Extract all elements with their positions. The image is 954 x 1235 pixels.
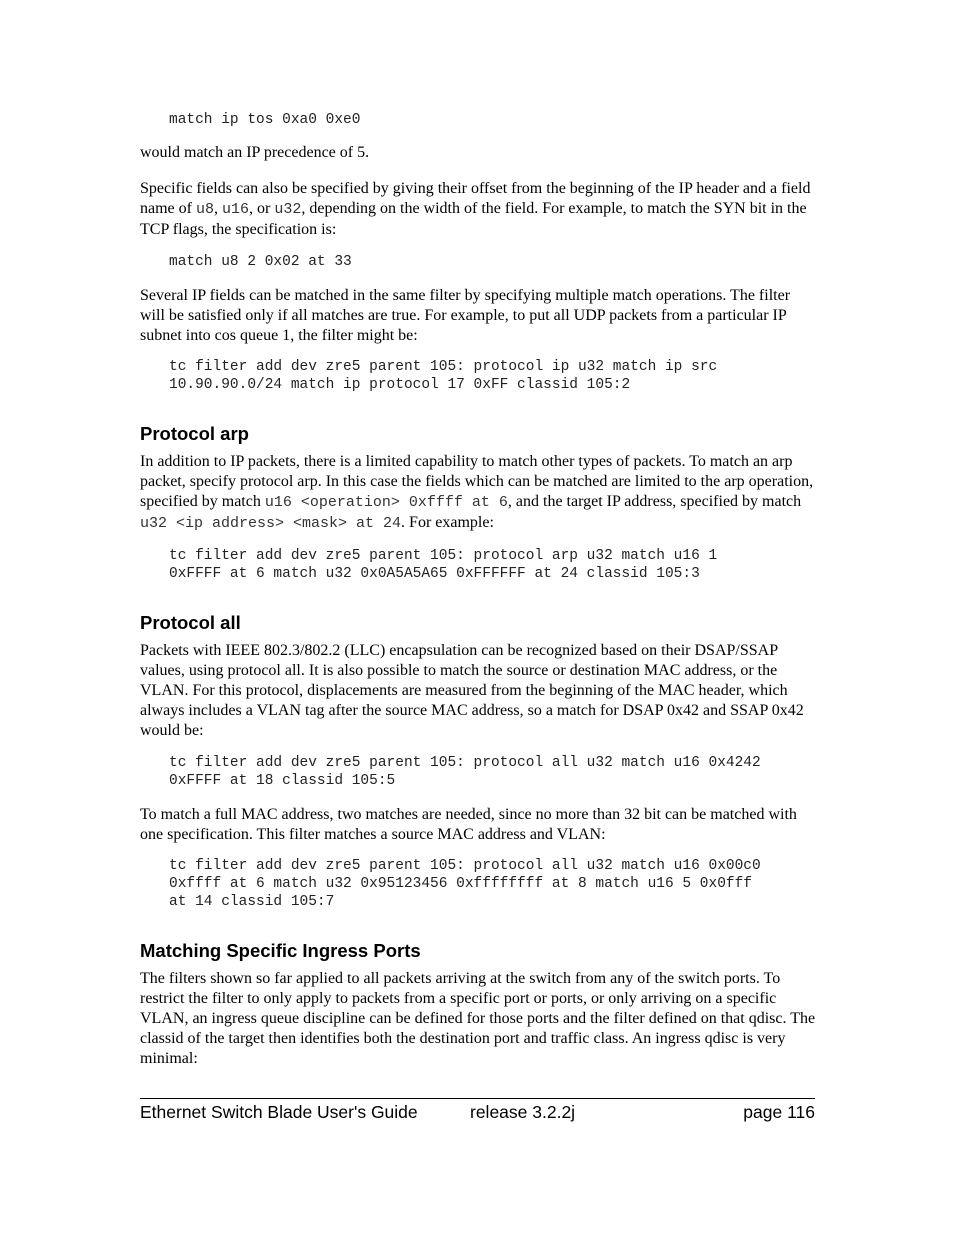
- code-dsap-ssap-example: tc filter add dev zre5 parent 105: protocol all u32 match u16 0x4242 0xFFFF at 18 classid 105:5: [169, 755, 761, 789]
- text: ,: [214, 200, 222, 217]
- heading-protocol-arp: Protocol arp: [140, 423, 249, 444]
- code-udp-subnet-example: tc filter add dev zre5 parent 105: protocol ip u32 match ip src 10.90.90.0/24 match ip protocol 17 0xFF classid 105:2: [169, 359, 718, 393]
- text: , depending on the width of the field. For example, to match the SYN bit in the TCP flags, the specification is:: [140, 200, 807, 238]
- code-inline-operation: u16 <operation> 0xffff at 6: [264, 494, 508, 511]
- code-inline-u16: u16: [222, 201, 250, 218]
- paragraph-protocol-arp: [140, 452, 816, 534]
- code-inline-u8: u8: [195, 201, 214, 218]
- text: , and the target IP address, specified by match: [507, 493, 802, 510]
- code-inline-u32: u32: [274, 201, 302, 218]
- footer-release: release 3.2.2j: [470, 1102, 576, 1122]
- paragraph-specific-fields: [140, 179, 816, 240]
- footer-title: Ethernet Switch Blade User's Guide: [140, 1102, 418, 1122]
- code-arp-example: tc filter add dev zre5 parent 105: protocol arp u32 match u16 1 0xFFFF at 6 match u32 0x0A5A5A65 0xFFFFFF at 24 classid 105:3: [169, 548, 718, 582]
- page-content: [140, 111, 816, 1069]
- paragraph-protocol-all: Packets with IEEE 802.3/802.2 (LLC) encapsulation can be recognized based on their DSAP/SSAP values, using protocol all. It is also possible to match the source or destination MAC address, or the VLAN. For this protocol, displacements are measured from the beginning of the MAC header, which always includes a VLAN tag after the source MAC address, so a match for DSAP 0x42 and SSAP 0x42 would be:: [140, 642, 804, 739]
- code-mac-vlan-example: tc filter add dev zre5 parent 105: protocol all u32 match u16 0x00c0 0xffff at 6 match u32 0x95123456 0xffffffff at 8 match u16 5 0x0fff at 14 classid 105:7: [169, 858, 761, 910]
- paragraph-multiple-matches: Several IP fields can be matched in the same filter by specifying multiple match operations. The filter will be satisfied only if all matches are true. For example, to put all UDP packets from a particular IP subnet into cos queue 1, the filter might be:: [140, 287, 791, 344]
- heading-protocol-all: Protocol all: [140, 612, 241, 633]
- text: , or: [249, 200, 275, 217]
- footer-page-number: page 116: [743, 1102, 815, 1122]
- paragraph-ingress-ports: The filters shown so far applied to all packets arriving at the switch from any of the switch ports. To restrict the filter to only apply to packets from a specific port or ports, or only arriving on a specific VLAN, an ingress queue discipline can be defined for those ports and the filter defined on that qdisc. The classid of the target then identifies both the destination port and traffic class. An ingress qdisc is very minimal:: [140, 970, 816, 1067]
- text: . For example:: [401, 514, 494, 531]
- page-footer: [140, 1098, 815, 1122]
- heading-ingress-ports: Matching Specific Ingress Ports: [140, 940, 421, 961]
- text: Specific fields can also be specified by giving their offset from the beginning of the IP header and a field name of: [140, 180, 811, 217]
- code-syn-example: match u8 2 0x02 at 33: [169, 254, 352, 270]
- paragraph-precedence: would match an IP precedence of 5.: [140, 144, 370, 161]
- code-inline-ip-address: u32 <ip address> <mask> at 24: [140, 515, 402, 532]
- text: In addition to IP packets, there is a limited capability to match other types of packets. To match an arp packet, specify protocol arp. In this case the fields which can be matched are limited to the arp operation, specified by match: [140, 453, 814, 510]
- code-tos-example: match ip tos 0xa0 0xe0: [169, 112, 361, 128]
- paragraph-full-mac: To match a full MAC address, two matches are needed, since no more than 32 bit can be matched with one specification. This filter matches a source MAC address and VLAN:: [140, 806, 797, 843]
